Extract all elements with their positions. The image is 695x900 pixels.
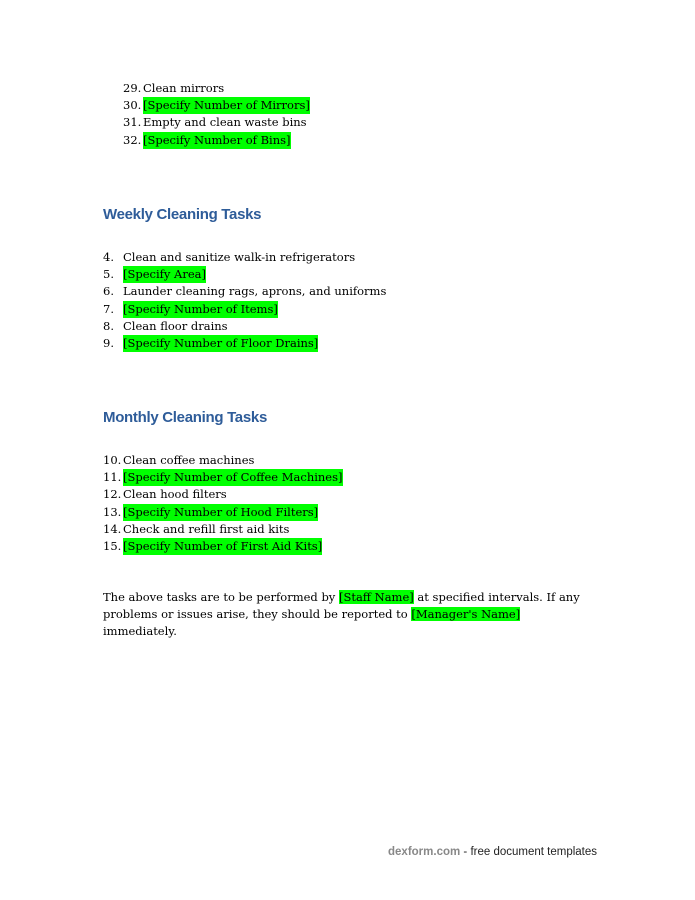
placeholder-text: [Specify Number of Hood Filters] (123, 504, 319, 519)
task-text: Clean mirrors (143, 81, 225, 95)
footer-text: - free document templates (460, 846, 598, 858)
list-number: 11. (103, 470, 122, 485)
list-number: 4. (103, 250, 114, 264)
list-number: 12. (103, 487, 122, 502)
paragraph-text: immediately. (103, 624, 177, 638)
placeholder-text: [Specify Number of Bins] (143, 132, 291, 147)
list-number: 15. (103, 539, 122, 553)
task-text: Check and refill first aid kits (123, 521, 290, 536)
weekly-heading: Weekly Cleaning Tasks (103, 206, 262, 223)
list-number: 7. (103, 301, 114, 316)
list-number: 5. (103, 267, 114, 282)
list-number: 31. (123, 115, 142, 130)
placeholder-text: [Specify Area] (123, 267, 207, 282)
placeholder-text: [Specify Number of First Aid Kits] (123, 539, 323, 553)
task-text: Launder cleaning rags, aprons, and uniforms (123, 284, 387, 299)
list-number: 8. (103, 318, 114, 333)
placeholder-text: [Specify Number of Items] (123, 301, 278, 316)
list-number: 14. (103, 521, 122, 536)
paragraph-text: at specified intervals. If any problems or issues arise, they should be reported to (103, 590, 580, 621)
placeholder-text: [Specify Number of Floor Drains] (123, 336, 319, 350)
task-text: Empty and clean waste bins (143, 115, 307, 130)
list-number: 6. (103, 284, 114, 299)
placeholder-text: [Specify Number of Mirrors] (143, 98, 310, 113)
task-text: Clean floor drains (123, 318, 228, 333)
list-number: 10. (103, 453, 122, 467)
paragraph-text: The above tasks are to be performed by (103, 590, 339, 604)
closing-paragraph (103, 589, 593, 640)
list-number: 13. (103, 504, 122, 519)
task-text: Clean coffee machines (123, 453, 255, 467)
manager-name-placeholder: [Manager's Name] (411, 607, 521, 621)
list-number: 32. (123, 132, 142, 147)
monthly-heading: Monthly Cleaning Tasks (103, 409, 267, 426)
list-number: 9. (103, 336, 114, 350)
placeholder-text: [Specify Number of Coffee Machines] (123, 470, 343, 485)
staff-name-placeholder: [Staff Name] (338, 590, 414, 604)
footer-brand[interactable]: dexform.com (388, 846, 461, 858)
list-number: 29. (123, 81, 142, 95)
footer (388, 846, 597, 858)
task-text: Clean hood filters (123, 487, 227, 502)
list-number: 30. (123, 98, 142, 113)
task-text: Clean and sanitize walk-in refrigerators (123, 250, 356, 264)
